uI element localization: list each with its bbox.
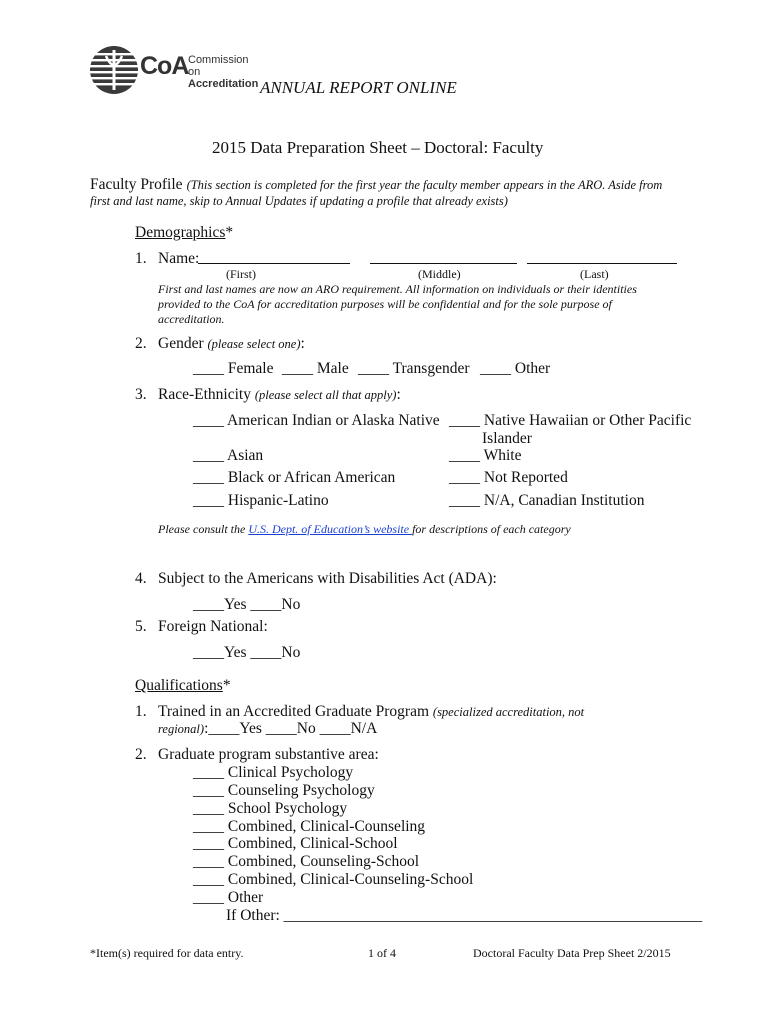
if-other-field[interactable]: ______________________________________________________: [283, 907, 703, 924]
if-other-label: If Other:: [226, 907, 284, 924]
logo-line-1: Commission on: [188, 54, 249, 78]
trained-label: Trained in an Accredited Graduate Program: [158, 703, 433, 720]
race-option-black[interactable]: ____ Black or African American: [193, 469, 396, 486]
footer-doc-id: Doctoral Faculty Data Prep Sheet 2/2015: [473, 946, 671, 960]
race-option-hispanic[interactable]: ____ Hispanic-Latino: [193, 492, 329, 509]
page-number: 1 of 4: [368, 946, 396, 960]
required-star: *: [222, 677, 231, 694]
area-number: 2.: [135, 746, 147, 763]
last-name-caption: (Last): [580, 267, 609, 281]
race-option-native-hawaiian-cont: Islander: [482, 430, 532, 447]
gender-question: [158, 335, 305, 353]
name-note-2: provided to the CoA for accreditation purposes will be confidential and for the sole purpose of: [158, 297, 612, 311]
race-colon: :: [396, 386, 401, 403]
gender-colon: :: [300, 335, 305, 352]
foreign-options[interactable]: ____Yes ____No: [193, 644, 301, 661]
area-option-school[interactable]: ____ School Psychology: [193, 800, 348, 817]
race-label: Race-Ethnicity: [158, 386, 251, 403]
if-other-line: [226, 907, 702, 925]
race-hint: (please select all that apply): [254, 388, 397, 402]
foreign-number: 5.: [135, 618, 147, 635]
consult-pre: Please consult the: [158, 522, 249, 536]
first-name-caption: (First): [226, 267, 256, 281]
ada-question: Subject to the Americans with Disabilities Act (ADA):: [158, 570, 497, 587]
race-option-native-hawaiian[interactable]: ____ Native Hawaiian or Other Pacific: [449, 412, 692, 429]
race-option-na-canadian[interactable]: ____ N/A, Canadian Institution: [449, 492, 645, 509]
foreign-question: Foreign National:: [158, 618, 268, 635]
demographics-heading-text: Demographics: [135, 224, 226, 241]
logo-line-2: Accreditation: [188, 78, 259, 90]
area-option-counseling-school[interactable]: ____ Combined, Counseling-School: [193, 853, 420, 870]
gender-option-other[interactable]: ____ Other: [480, 360, 551, 377]
faculty-profile-note-1: (This section is completed for the first year the faculty member appears in the ARO. Aside from: [186, 178, 663, 192]
race-consult-note: [158, 522, 571, 537]
trained-question: [158, 703, 584, 721]
gender-label: Gender: [158, 335, 204, 352]
area-option-clinical-counseling[interactable]: ____ Combined, Clinical-Counseling: [193, 818, 426, 835]
trained-question-cont: [158, 720, 377, 738]
trained-number: 1.: [135, 703, 147, 720]
gender-option-transgender[interactable]: ____ Transgender: [358, 360, 470, 377]
qualifications-heading: [135, 677, 231, 695]
race-option-not-reported[interactable]: ____ Not Reported: [449, 469, 568, 486]
race-option-american-indian[interactable]: ____ American Indian or Alaska Native: [193, 412, 440, 429]
middle-name-field[interactable]: [370, 248, 517, 264]
area-option-other[interactable]: ____ Other: [193, 889, 264, 906]
race-option-white[interactable]: ____ White: [449, 447, 522, 464]
area-option-clinical-counseling-school[interactable]: ____ Combined, Clinical-Counseling-School: [193, 871, 474, 888]
logo-abbreviation: CoA: [140, 52, 189, 80]
ada-options[interactable]: ____Yes ____No: [193, 596, 301, 613]
race-question: [158, 386, 401, 404]
faculty-profile-intro: [90, 176, 662, 194]
trained-hint-2: regional): [158, 722, 205, 736]
name-number: 1.: [135, 250, 147, 267]
required-star: *: [225, 224, 234, 241]
report-title: ANNUAL REPORT ONLINE: [260, 78, 457, 97]
faculty-profile-heading: Faculty Profile: [90, 176, 183, 193]
gender-number: 2.: [135, 335, 147, 352]
name-note-1: First and last names are now an ARO requirement. All information on individuals or their identities: [158, 282, 637, 296]
trained-options[interactable]: :____Yes ____No ____N/A: [204, 720, 378, 737]
middle-name-caption: (Middle): [418, 267, 461, 281]
sheet-title: 2015 Data Preparation Sheet – Doctoral: Faculty: [212, 138, 544, 157]
first-name-field[interactable]: [198, 248, 350, 264]
name-label: Name:: [158, 250, 200, 267]
area-question: Graduate program substantive area:: [158, 746, 379, 763]
education-website-link[interactable]: U.S. Dept. of Education’s website: [248, 522, 413, 536]
last-name-field[interactable]: [527, 248, 677, 264]
qualifications-heading-text: Qualifications: [135, 677, 223, 694]
race-option-asian[interactable]: ____ Asian: [193, 447, 264, 464]
logo-name: [188, 54, 258, 90]
footer-note: *Item(s) required for data entry.: [90, 946, 244, 960]
consult-post: for descriptions of each category: [412, 522, 571, 536]
logo-globe-icon: [88, 44, 140, 96]
coa-logo: [88, 44, 258, 96]
area-option-counseling[interactable]: ____ Counseling Psychology: [193, 782, 375, 799]
gender-option-male[interactable]: ____ Male: [282, 360, 349, 377]
gender-option-female[interactable]: ____ Female: [193, 360, 274, 377]
ada-number: 4.: [135, 570, 147, 587]
area-option-clinical[interactable]: ____ Clinical Psychology: [193, 764, 354, 781]
gender-hint: (please select one): [207, 337, 301, 351]
trained-hint-1: (specialized accreditation, not: [432, 705, 585, 719]
faculty-profile-note-2: first and last name, skip to Annual Updates if updating a profile that already exists): [90, 194, 508, 208]
race-number: 3.: [135, 386, 147, 403]
demographics-heading: [135, 224, 233, 242]
name-note-3: accreditation.: [158, 312, 225, 326]
area-option-clinical-school[interactable]: ____ Combined, Clinical-School: [193, 835, 398, 852]
